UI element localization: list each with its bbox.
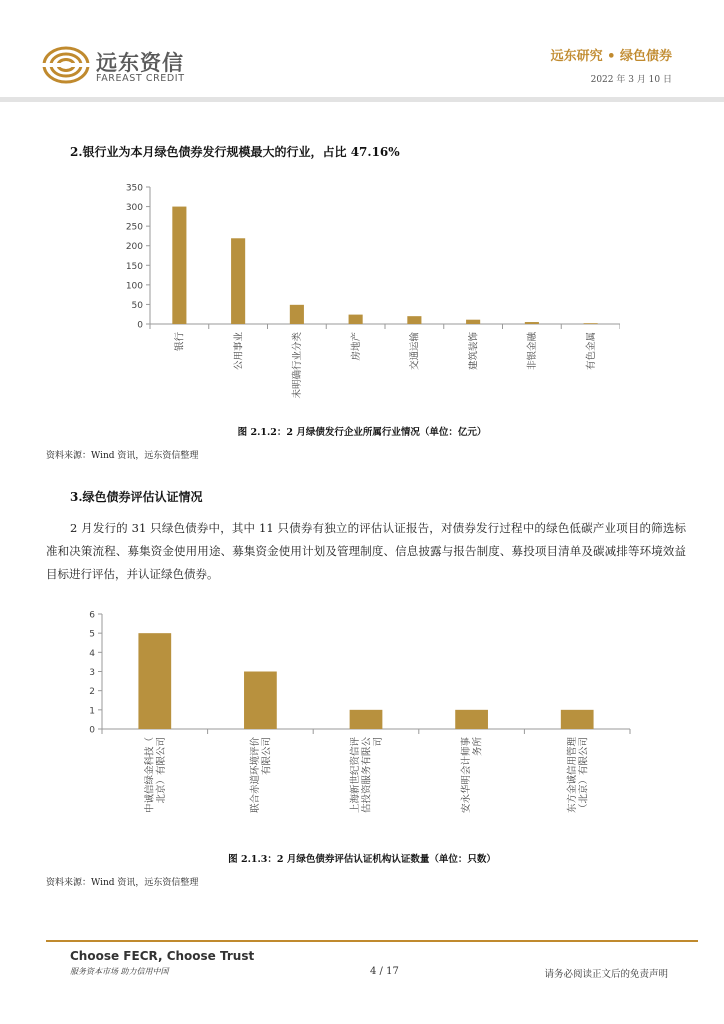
x-category-label (460, 737, 484, 814)
y-tick-label: 350 (125, 183, 143, 194)
y-tick-label: 0 (137, 320, 143, 331)
industry-bar-chart (100, 178, 620, 413)
y-tick-label: 3 (89, 668, 95, 678)
bar-4 (349, 315, 363, 324)
bar-7 (525, 322, 539, 324)
x-category-label-line: （北京）有限公司 (578, 737, 590, 814)
x-category-label: 非银金融 (527, 332, 539, 371)
footer-slogan-cn: 服务资本市场 助力信用中国 (70, 967, 169, 976)
bar-2 (231, 238, 245, 324)
x-category-label-line: 联合赤道环境评价 (249, 737, 261, 814)
footer-rule (46, 940, 698, 942)
x-category-label-line: 上海新世纪资信评 (349, 737, 361, 814)
bar-4 (455, 710, 488, 729)
certifier-bar-chart (70, 607, 670, 842)
y-tick-label: 50 (131, 300, 143, 311)
x-category-label-line: 东方金诚信用管理 (566, 737, 578, 814)
bar-8 (584, 323, 598, 324)
x-category-label: 建筑装饰 (468, 332, 480, 371)
x-category-label (349, 737, 384, 814)
y-tick-label: 6 (89, 610, 95, 621)
logo-text-en: FAREAST CREDIT (96, 73, 185, 84)
header-rule (0, 97, 724, 102)
bar-2 (244, 672, 277, 730)
series-title: 远东研究 • 绿色债券 (550, 49, 672, 64)
y-tick-label: 200 (125, 242, 143, 253)
y-tick-label: 1 (89, 706, 95, 717)
x-category-label-line: 北京）有限公司 (155, 737, 167, 804)
fareast-logo-icon (42, 45, 90, 85)
bar-6 (466, 320, 480, 324)
bar-3 (350, 710, 383, 729)
report-date: 2022 年 3 月 10 日 (590, 75, 672, 85)
x-category-label (249, 737, 272, 814)
x-category-label (143, 737, 167, 813)
x-category-label: 房地产 (350, 332, 362, 361)
header (0, 0, 724, 100)
x-category-label: 未明确行业分类 (292, 332, 304, 399)
y-tick-label: 300 (125, 203, 143, 214)
y-tick-label: 5 (89, 629, 95, 640)
y-tick-label: 4 (89, 648, 95, 659)
footer-slogan-en: Choose FECR, Choose Trust (70, 949, 255, 963)
bar-5 (407, 316, 421, 324)
figure-caption-certifier: 图 2.1.3：2 月绿色债券评估认证机构认证数量（单位：只数） (228, 854, 496, 865)
page-number: 4 / 17 (370, 966, 399, 977)
x-category-label-line: 务所 (472, 737, 484, 757)
figure-source-industry: 资料来源：Wind 资讯，远东资信整理 (46, 451, 199, 461)
x-category-label (566, 737, 590, 814)
y-tick-label: 250 (125, 222, 143, 233)
x-category-label-line: 有限公司 (261, 737, 273, 776)
y-tick-label: 100 (125, 281, 143, 292)
bar-1 (172, 207, 186, 324)
bar-3 (290, 305, 304, 324)
y-tick-label: 2 (89, 687, 95, 698)
x-category-label-line: 安永华明会计师事 (461, 737, 473, 814)
bar-1 (138, 633, 171, 729)
bar-5 (561, 710, 594, 729)
figure-caption-industry: 图 2.1.2：2 月绿债发行企业所属行业情况（单位：亿元） (237, 427, 487, 438)
section-title-industry: 2.银行业为本月绿色债券发行规模最大的行业，占比 47.16% (70, 145, 400, 159)
x-category-label-line: 司 (372, 737, 384, 747)
section-title-certification: 3.绿色债券评估认证情况 (70, 490, 203, 504)
disclaimer-note: 请务必阅读正文后的免责声明 (544, 969, 668, 980)
logo-text-cn: 远东资信 (96, 51, 184, 75)
x-category-label: 银行 (174, 332, 186, 352)
y-tick-label: 150 (125, 261, 143, 272)
x-category-label-line: 中诚信绿金科技（ (144, 737, 156, 814)
x-category-label: 公用事业 (233, 332, 245, 371)
certification-paragraph: 2 月发行的 31 只绿色债券中，其中 11 只债券有独立的评估认证报告，对债券发行过程中的绿色低碳产业项目的筛选标准和决策流程、募集资金使用用途、募集资金使用计划及管理制度、信息披露与报告制度、募投项目清单及碳减排等环境效益目标进行评估，并认证绿色债券。 (46, 521, 686, 581)
figure-source-certifier: 资料来源：Wind 资讯，远东资信整理 (46, 878, 199, 888)
x-category-label: 交通运输 (409, 332, 421, 371)
x-category-label: 有色金属 (585, 332, 597, 371)
x-category-label-line: 估投资服务有限公 (361, 737, 373, 814)
y-tick-label: 0 (89, 725, 95, 736)
